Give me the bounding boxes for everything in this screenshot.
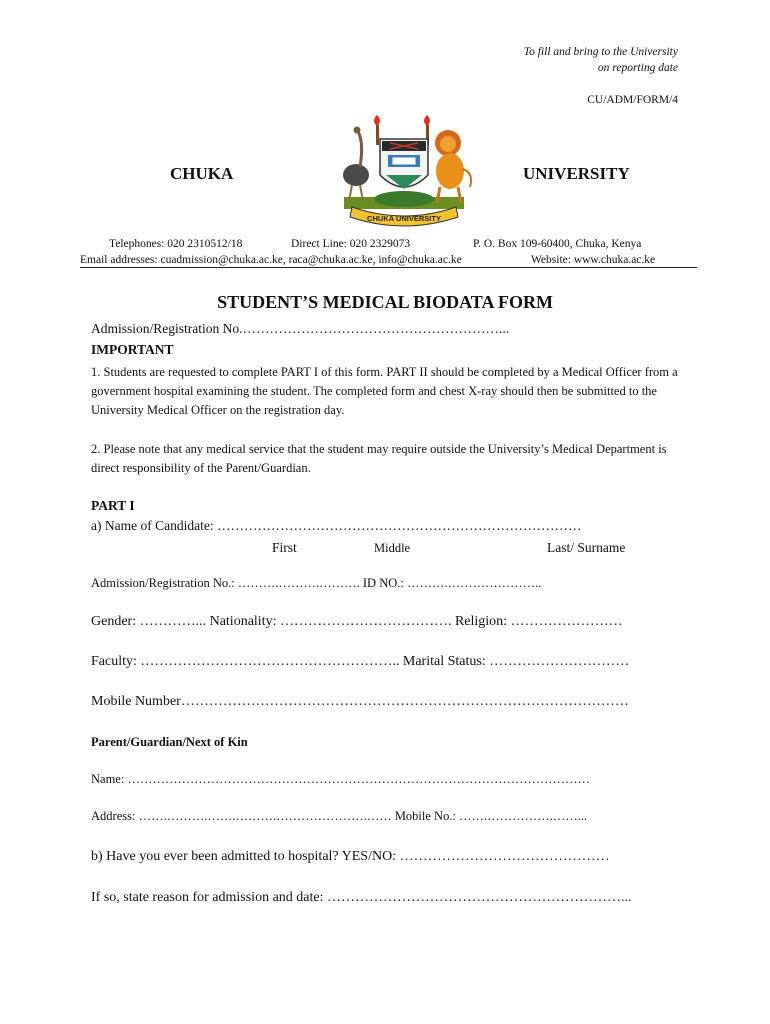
admission-number-field[interactable]: Admission/Registration No.…………………………………………………... xyxy=(91,321,510,336)
name-last-label: Last/ Surname xyxy=(547,540,626,555)
candidate-name-field[interactable]: a) Name of Candidate: ……………………………………………………………………… xyxy=(91,518,582,533)
lion-icon xyxy=(435,130,471,203)
important-heading: IMPORTANT xyxy=(91,342,174,357)
university-name-right: UNIVERSITY xyxy=(523,164,630,183)
website: Website: www.chuka.ac.ke xyxy=(531,254,656,266)
part-heading: PART I xyxy=(91,498,135,513)
email-addresses: Email addresses: cuadmission@chuka.ac.ke, raca@chuka.ac.ke, info@chuka.ac.ke xyxy=(80,254,462,266)
direct-line: Direct Line: 020 2329073 xyxy=(291,238,411,250)
admission-reason-field[interactable]: If so, state reason for admission and date: ………………………………………………………... xyxy=(91,890,632,905)
ostrich-icon xyxy=(343,127,369,202)
telephones: Telephones: 020 2310512/18 xyxy=(109,238,243,250)
gender-nationality-religion-field[interactable]: Gender: …………... Nationality: ………………………………. Religion: …………………… xyxy=(91,614,623,629)
kin-heading: Parent/Guardian/Next of Kin xyxy=(91,735,248,749)
university-crest-logo xyxy=(330,113,478,231)
university-name-left: CHUKA xyxy=(170,164,234,183)
kin-address-mobile-field[interactable]: Address: …….……….…….……….………………….…… Mobile No.: …….…………….……... xyxy=(91,809,588,823)
shield-icon xyxy=(380,139,428,189)
admission-id-field[interactable]: Admission/Registration No.: ……….……….………. ID NO.: ……….………………….. xyxy=(91,576,542,590)
form-code: CU/ADM/FORM/4 xyxy=(587,94,678,106)
kin-name-field[interactable]: Name: ………………………………………………………………………………………………… xyxy=(91,772,590,786)
header-divider xyxy=(80,267,697,268)
postal-address: P. O. Box 109-60400, Chuka, Kenya xyxy=(473,238,642,250)
faculty-marital-field[interactable]: Faculty: ……………………………………………….. Marital Status: ………………………… xyxy=(91,654,630,669)
logo-banner-text: CHUKA UNIVERSITY xyxy=(367,214,441,223)
important-note-1: 1. Students are requested to complete PART I of this form. PART II should be completed by a Medical Officer from a government hospital examining the student. The completed form and chest X-ray should then be submitted to the University Medical Officer on the registration day. xyxy=(91,365,678,417)
hospital-admission-question[interactable]: b) Have you ever been admitted to hospital? YES/NO: ……………………………………… xyxy=(91,849,610,864)
instruction-note-line-2: on reporting date xyxy=(597,62,678,74)
name-first-label: First xyxy=(272,540,297,555)
name-middle-label: Middle xyxy=(374,541,411,555)
mobile-number-field[interactable]: Mobile Number…………………………………………………………………………………… xyxy=(91,694,629,709)
form-title: STUDENT’S MEDICAL BIODATA FORM xyxy=(217,292,553,312)
instruction-note-line-1: To fill and bring to the University xyxy=(523,46,678,58)
important-note-2: 2. Please note that any medical service that the student may require outside the University’s Medical Department is direct responsibility of the Parent/Guardian. xyxy=(91,442,667,475)
